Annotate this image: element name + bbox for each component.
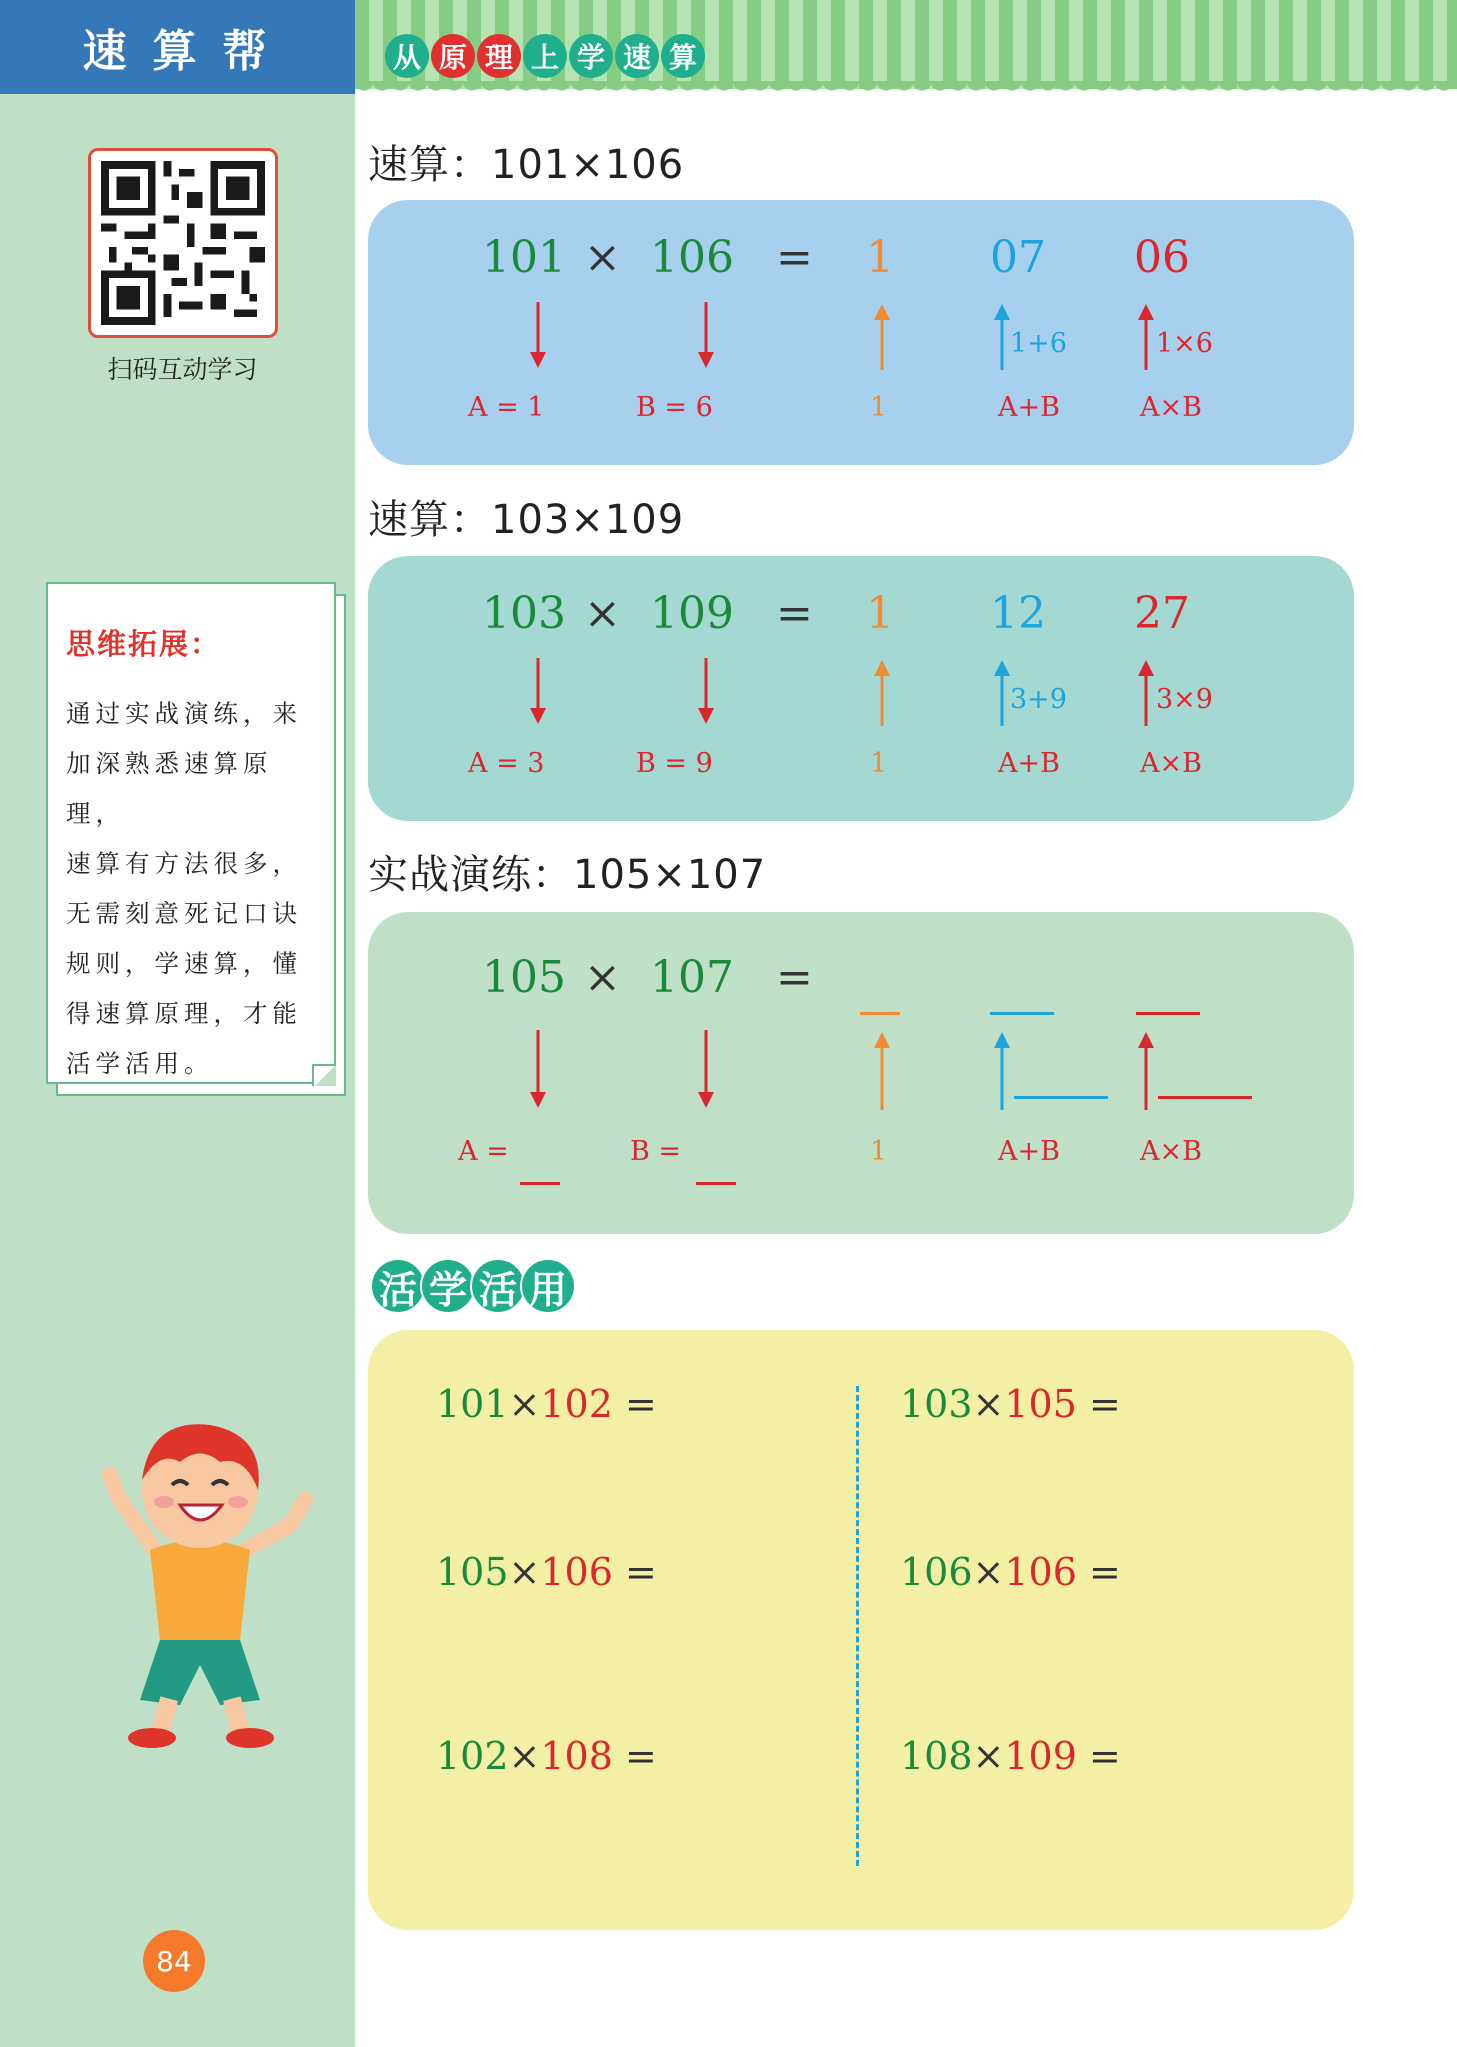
page-number: 84 [143, 1930, 205, 1992]
hint-product: 3×9 [1156, 684, 1213, 715]
qr-label: 扫码互动学习 [107, 355, 258, 384]
exercise-item[interactable]: 101×102 = [436, 1382, 657, 1426]
card-line: 加深熟悉速算原理， [66, 749, 273, 828]
slogan-char: 学 [569, 34, 613, 78]
exercise-item[interactable]: 103×105 = [900, 1382, 1121, 1426]
up-arrow-icon [870, 658, 894, 726]
operand-b: 107 [650, 952, 734, 1003]
slogan-char: 理 [477, 34, 521, 78]
hint-blank-product[interactable] [1158, 1096, 1252, 1099]
practice-panel [368, 912, 1354, 1234]
label-sum: A+B [998, 1136, 1060, 1167]
hint-sum: 3+9 [1010, 684, 1067, 715]
title-char: 活 [470, 1258, 526, 1314]
card-line: 速算有方法很多， [66, 849, 302, 878]
down-arrow-icon [694, 658, 718, 726]
up-arrow-icon [1134, 302, 1158, 370]
section-heading: 实战演练：105×107 [368, 852, 767, 898]
slogan-char: 算 [661, 34, 705, 78]
exercise-item[interactable]: 108×109 = [900, 1734, 1121, 1778]
card-line: 通过实战演练，来 [66, 699, 302, 728]
title-char: 用 [520, 1258, 576, 1314]
label-product: A×B [1140, 748, 1202, 779]
card-title: 思维拓展： [66, 627, 222, 661]
operand-a: 105 [482, 952, 566, 1003]
slogan-char: 上 [523, 34, 567, 78]
section-heading: 速算：101×106 [368, 142, 685, 188]
times-sign: × [584, 232, 621, 283]
label-b: B = 9 [636, 748, 713, 779]
times-sign: × [584, 588, 621, 639]
label-one: 1 [870, 392, 888, 423]
up-arrow-icon [870, 1030, 894, 1110]
qr-code[interactable] [88, 148, 278, 338]
label-b: B = [630, 1136, 682, 1167]
result-part-2: 12 [990, 588, 1046, 639]
label-product: A×B [1140, 1136, 1202, 1167]
title-char: 活 [370, 1258, 426, 1314]
blank-b[interactable] [696, 1182, 736, 1185]
down-arrow-icon [694, 302, 718, 370]
exercise-panel [368, 1330, 1354, 1930]
card-line: 活学活用。 [66, 1049, 214, 1078]
card-line: 规则，学速算，懂 [66, 949, 302, 978]
result-part-2: 07 [990, 232, 1046, 283]
equals-sign: = [776, 232, 813, 283]
exercise-item[interactable]: 105×106 = [436, 1550, 657, 1594]
title-char: 学 [420, 1258, 476, 1314]
slogan-char: 原 [431, 34, 475, 78]
label-sum: A+B [998, 392, 1060, 423]
label-one: 1 [870, 748, 888, 779]
example-panel-2 [368, 556, 1354, 821]
up-arrow-icon [990, 1030, 1014, 1110]
label-sum: A+B [998, 748, 1060, 779]
label-product: A×B [1140, 392, 1202, 423]
times-sign: × [584, 952, 621, 1003]
divider [856, 1386, 859, 1866]
label-one: 1 [870, 1136, 888, 1167]
result-part-3: 27 [1134, 588, 1190, 639]
equals-sign: = [776, 588, 813, 639]
up-arrow-icon [1134, 658, 1158, 726]
answer-blank-2[interactable] [990, 1012, 1054, 1015]
operand-b: 109 [650, 588, 734, 639]
answer-blank-1[interactable] [860, 1012, 900, 1015]
thinking-card [46, 582, 336, 1084]
down-arrow-icon [526, 658, 550, 726]
result-part-3: 06 [1134, 232, 1190, 283]
up-arrow-icon [870, 302, 894, 370]
down-arrow-icon [526, 302, 550, 370]
up-arrow-icon [1134, 1030, 1158, 1110]
card-line: 无需刻意死记口诀 [66, 899, 302, 928]
answer-blank-3[interactable] [1136, 1012, 1200, 1015]
boy-illustration [60, 1400, 320, 1760]
blank-a[interactable] [520, 1182, 560, 1185]
label-a: A = 1 [468, 392, 545, 423]
card-line: 得速算原理，才能 [66, 999, 302, 1028]
equals-sign: = [776, 952, 813, 1003]
exercise-item[interactable]: 106×106 = [900, 1550, 1121, 1594]
qr-code-icon [101, 161, 265, 325]
hint-sum: 1+6 [1010, 328, 1067, 359]
slogan [385, 34, 705, 78]
hint-blank-sum[interactable] [1014, 1096, 1108, 1099]
operand-a: 101 [482, 232, 566, 283]
slogan-char: 从 [385, 34, 429, 78]
brand-title: 速算帮 [0, 0, 355, 94]
down-arrow-icon [526, 1030, 550, 1110]
operand-a: 103 [482, 588, 566, 639]
example-panel-1 [368, 200, 1354, 465]
result-part-1: 1 [866, 588, 894, 639]
operand-b: 106 [650, 232, 734, 283]
practice-title [370, 1258, 570, 1314]
section-heading: 速算：103×109 [368, 497, 685, 543]
result-part-1: 1 [866, 232, 894, 283]
down-arrow-icon [694, 1030, 718, 1110]
slogan-char: 速 [615, 34, 659, 78]
exercise-item[interactable]: 102×108 = [436, 1734, 657, 1778]
hint-product: 1×6 [1156, 328, 1213, 359]
card-fold [312, 1064, 336, 1086]
label-a: A = 3 [468, 748, 545, 779]
label-a: A = [458, 1136, 509, 1167]
label-b: B = 6 [636, 392, 713, 423]
